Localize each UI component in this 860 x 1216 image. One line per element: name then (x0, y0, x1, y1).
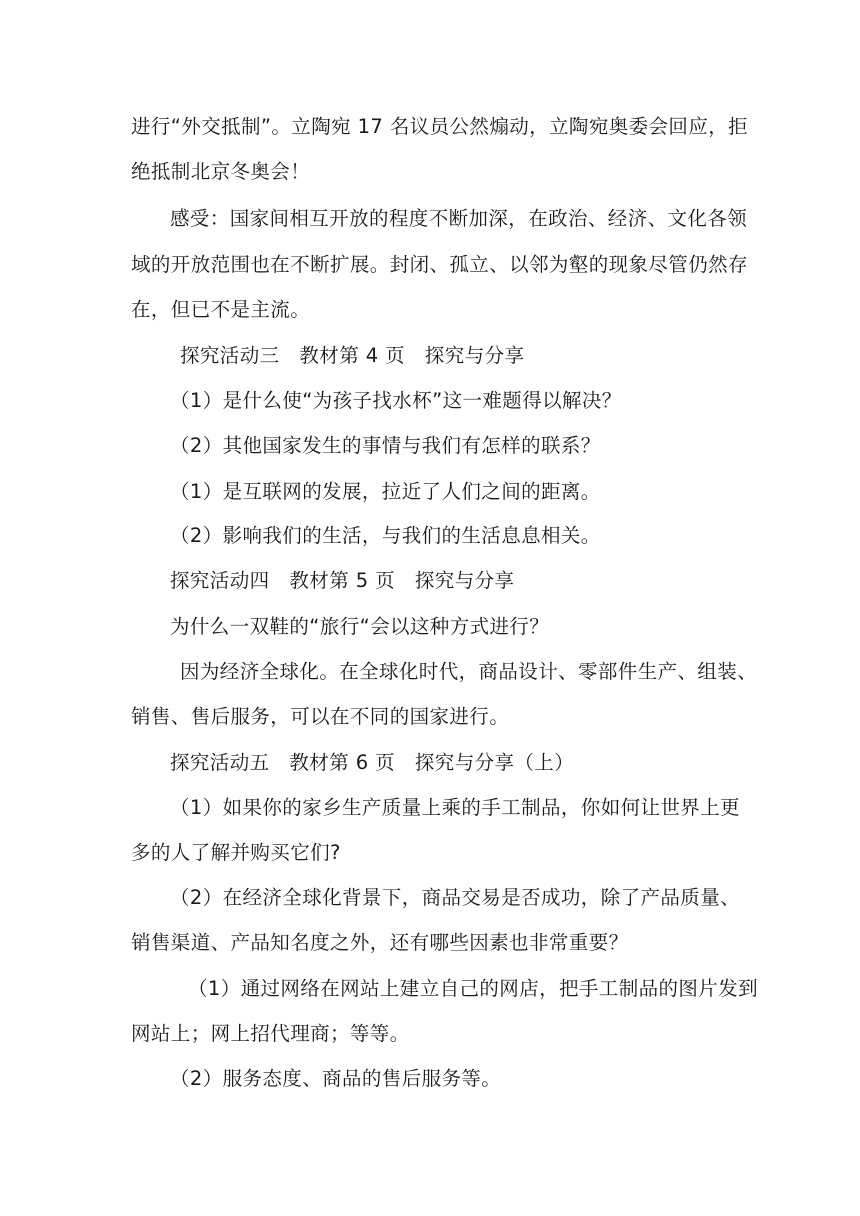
section-heading: 探究活动四 教材第 5 页 探究与分享 (170, 569, 515, 592)
question-line: （1）如果你的家乡生产质量上乘的手工制品，你如何让世界上更 (170, 796, 741, 819)
question-line: （1）是什么使“为孩子找水杯”这一难题得以解决？ (170, 389, 622, 412)
question-line: 销售渠道、产品知名度之外，还有哪些因素也非常重要？ (131, 931, 629, 954)
answer-line: 因为经济全球化。在全球化时代，商品设计、零部件生产、组装、 (180, 660, 758, 683)
question-line: （2）在经济全球化背景下，商品交易是否成功，除了产品质量、 (170, 886, 741, 909)
question-line: 多的人了解并购买它们? (131, 841, 341, 864)
section-heading: 探究活动五 教材第 6 页 探究与分享（上） (170, 751, 575, 774)
text-line: 域的开放范围也在不断扩展。封闭、孤立、以邻为壑的现象尽管仍然存 (131, 253, 748, 276)
question-line: 为什么一双鞋的“旅行“会以这种方式进行？ (170, 615, 550, 638)
text-line: 感受：国家间相互开放的程度不断加深，在政治、经济、文化各领 (170, 207, 748, 230)
question-line: （2）其他国家发生的事情与我们有怎样的联系？ (170, 434, 601, 457)
section-heading: 探究活动三 教材第 4 页 探究与分享 (180, 344, 525, 367)
answer-line: （1）通过网络在网站上建立自己的网店，把手工制品的图片发到 (188, 977, 759, 1000)
answer-line: （2）服务态度、商品的售后服务等。 (170, 1067, 502, 1090)
answer-line: 销售、售后服务，可以在不同的国家进行。 (131, 705, 510, 728)
text-line: 绝抵制北京冬奥会！ (131, 160, 311, 183)
answer-line: 网站上；网上招代理商；等等。 (131, 1022, 410, 1045)
answer-line: （2）影响我们的生活，与我们的生活息息相关。 (170, 524, 601, 547)
text-line: 在，但已不是主流。 (131, 298, 311, 321)
text-line: 进行“外交抵制”。立陶宛 17 名议员公然煽动，立陶宛奥委会回应，拒 (131, 115, 749, 138)
answer-line: （1）是互联网的发展，拉近了人们之间的距离。 (170, 480, 601, 503)
